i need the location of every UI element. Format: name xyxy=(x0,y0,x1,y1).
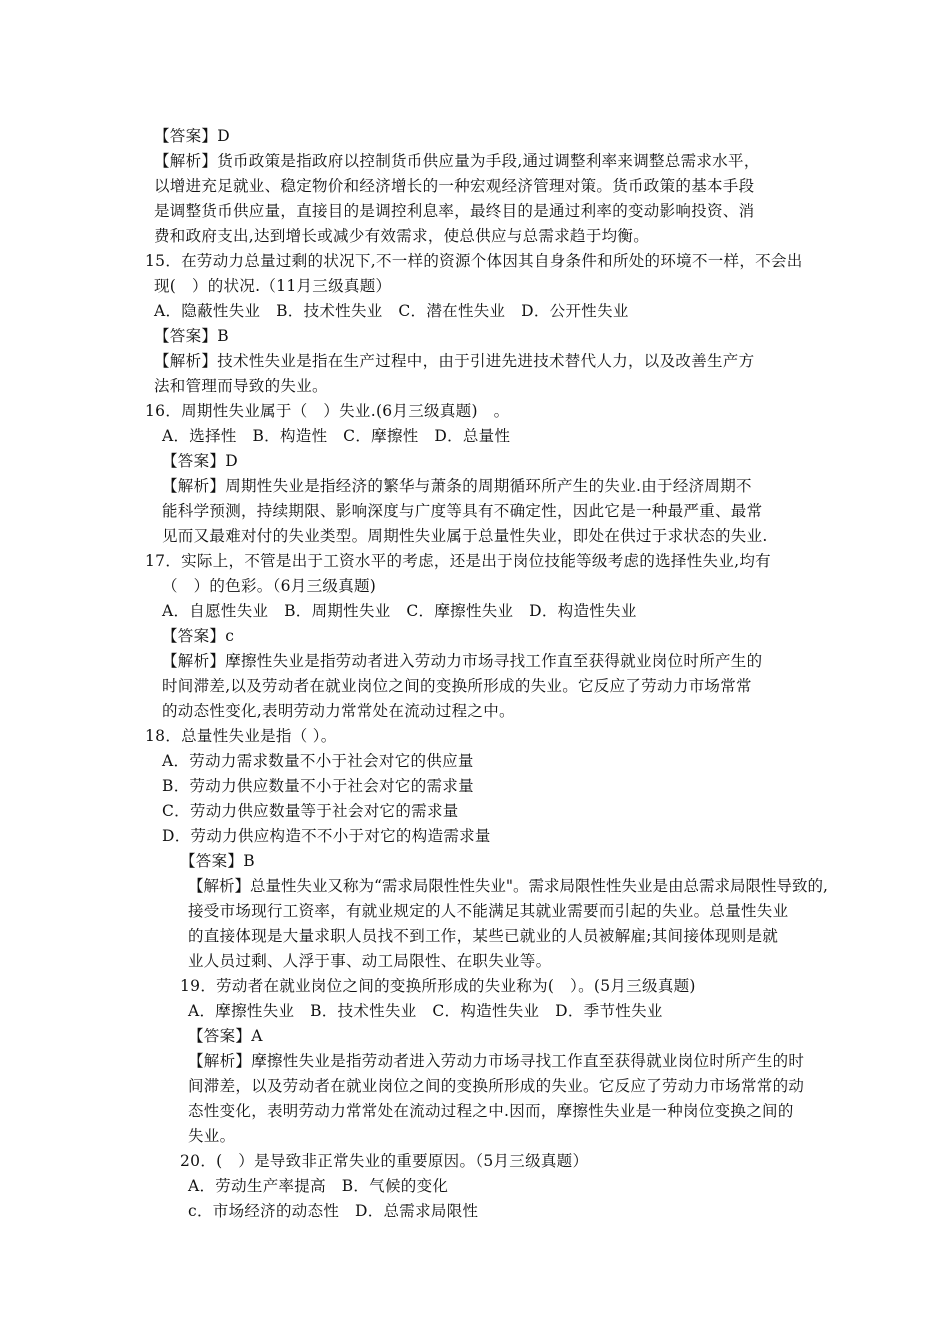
analysis-text: 的动态性变化,表明劳动力常常处在流动过程之中。 xyxy=(162,702,515,720)
answer-label: 【答案】c xyxy=(162,627,235,645)
answer-label: 【答案】D xyxy=(162,452,238,470)
analysis-text: 【解析】货币政策是指政府以控制货币供应量为手段,通过调整利率来调整总需求水平， xyxy=(154,152,760,170)
answer-label: 【答案】B xyxy=(154,327,229,345)
analysis-text: 业人员过剩、人浮于事、动工局限性、在职失业等。 xyxy=(188,952,552,970)
option-b: B．劳动力供应数量不小于社会对它的需求量 xyxy=(162,777,474,795)
analysis-text: 能科学预测，持续期限、影响深度与广度等具有不确定性，因此它是一种最严重、最常 xyxy=(162,502,763,520)
analysis-text: 是调整货币供应量，直接目的是调控利息率，最终目的是通过利率的变动影响投资、消 xyxy=(154,202,755,220)
analysis-text: 法和管理而导致的失业。 xyxy=(154,377,328,395)
question-text: 17．实际上，不管是出于工资水平的考虑，还是出于岗位技能等级考虑的选择性失业,均有 xyxy=(145,552,771,570)
analysis-text: 间滞差，以及劳动者在就业岗位之间的变换所形成的失业。它反应了劳动力市场常常的动 xyxy=(188,1077,805,1095)
question-text: 19．劳动者在就业岗位之间的变换所形成的失业称为( ）。(5月三级真题) xyxy=(180,977,696,995)
analysis-text: 失业。 xyxy=(188,1127,236,1145)
question-text: 20．( ）是导致非正常失业的重要原因。（5月三级真题） xyxy=(180,1152,589,1170)
analysis-text: 【解析】技术性失业是指在生产过程中，由于引进先进技术替代人力，以及改善生产方 xyxy=(154,352,755,370)
option-a: A．劳动力需求数量不小于社会对它的供应量 xyxy=(162,752,474,770)
answer-label: 【答案】A xyxy=(188,1027,263,1045)
question-text: 现( ）的状况.（11月三级真题） xyxy=(154,277,392,295)
analysis-text: 【解析】周期性失业是指经济的繁华与萧条的周期循环所产生的失业.由于经济周期不 xyxy=(162,477,752,495)
option-c: C．劳动力供应数量等于社会对它的需求量 xyxy=(162,802,459,820)
analysis-text: 的直接体现是大量求职人员找不到工作，某些已就业的人员被解雇;其间接体现则是就 xyxy=(188,927,779,945)
options-line: A．劳动生产率提高 B．气候的变化 xyxy=(188,1177,449,1195)
option-d: D．劳动力供应构造不不小于对它的构造需求量 xyxy=(162,827,491,845)
analysis-text: 态性变化，表明劳动力常常处在流动过程之中.因而，摩擦性失业是一种岗位变换之间的 xyxy=(188,1102,794,1120)
question-text: 16．周期性失业属于（ ）失业.(6月三级真题) 。 xyxy=(145,402,510,420)
analysis-text: 接受市场现行工资率，有就业规定的人不能满足其就业需要而引起的失业。总量性失业 xyxy=(188,902,789,920)
question-text: （ ）的色彩。（6月三级真题) xyxy=(162,577,377,595)
analysis-text: 时间滞差,以及劳动者在就业岗位之间的变换所形成的失业。它反应了劳动力市场常常 xyxy=(162,677,752,695)
analysis-text: 见而又最难对付的失业类型。周期性失业属于总量性失业，即处在供过于求状态的失业. xyxy=(162,527,768,545)
analysis-text: 费和政府支出,达到增长或减少有效需求，使总供应与总需求趋于均衡。 xyxy=(154,227,650,245)
question-text: 15．在劳动力总量过剩的状况下,不一样的资源个体因其自身条件和所处的环境不一样，不会出 xyxy=(145,252,803,270)
options-line: A．自愿性失业 B．周期性失业 C．摩擦性失业 D．构造性失业 xyxy=(162,602,637,620)
options-line: A．隐蔽性失业 B．技术性失业 C．潜在性失业 D．公开性失业 xyxy=(154,302,629,320)
analysis-text: 以增进充足就业、稳定物价和经济增长的一种宏观经济管理对策。货币政策的基本手段 xyxy=(154,177,755,195)
analysis-text: 【解析】总量性失业又称为“需求局限性性失业"。需求局限性性失业是由总需求局限性导致的, xyxy=(188,877,828,895)
analysis-text: 【解析】摩擦性失业是指劳动者进入劳动力市场寻找工作直至获得就业岗位时所产生的时 xyxy=(188,1052,805,1070)
options-line: A．选择性 B．构造性 C．摩擦性 D．总量性 xyxy=(162,427,511,445)
options-line: A．摩擦性失业 B．技术性失业 C．构造性失业 D．季节性失业 xyxy=(188,1002,663,1020)
answer-label: 【答案】D xyxy=(154,127,230,145)
options-line: c．市场经济的动态性 D．总需求局限性 xyxy=(188,1202,479,1220)
answer-label: 【答案】B xyxy=(180,852,255,870)
question-text: 18．总量性失业是指（ ）。 xyxy=(145,727,337,745)
analysis-text: 【解析】摩擦性失业是指劳动者进入劳动力市场寻找工作直至获得就业岗位时所产生的 xyxy=(162,652,763,670)
